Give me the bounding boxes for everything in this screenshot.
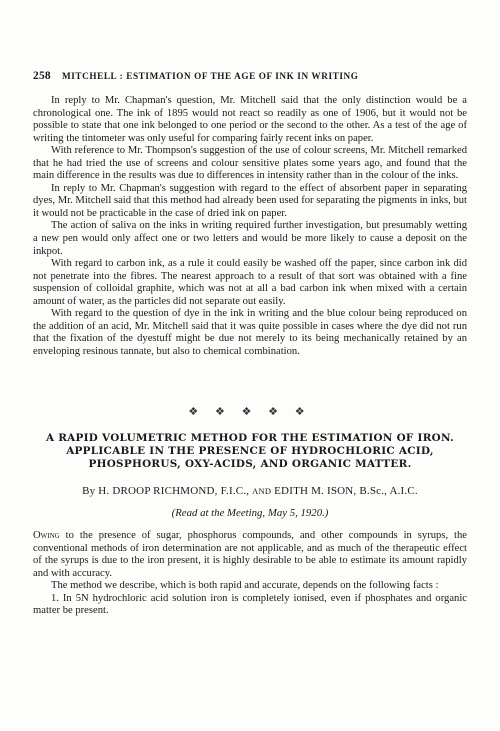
running-title: MITCHELL : ESTIMATION OF THE AGE OF INK IN WRITING <box>61 71 359 81</box>
paragraph: With regard to the question of dye in the ink in writing and the blue colour being reproduced on the addition of an acid, Mr. Mitchell said that it was quite possible in cases where the dye did not run that the fixation of the dyestuff might be due not merely to its being mechanically retained by an enveloping resinous tannate, but also to chemical combination. <box>33 308 467 357</box>
article-authors <box>0 485 500 497</box>
section-separator: ❖ ❖ ❖ ❖ ❖ <box>188 406 312 418</box>
paragraph <box>33 530 467 580</box>
discussion-section <box>33 95 467 358</box>
paragraph: 1. In 5N hydrochloric acid solution iron is completely ionised, even if phosphates and organic matter be present. <box>33 592 467 617</box>
article-body <box>33 530 467 618</box>
paragraph: With regard to carbon ink, as a rule it could easily be washed off the paper, since carbon ink did not penetrate into the fibres. The nearest approach to a result of that sort was obtained with a fine suspension of colloidal graphite, which was not at all a bad carbon ink when mixed with a certain amount of water, as the particles did not separate out easily. <box>33 258 467 307</box>
authors-and: AND <box>252 486 272 496</box>
article-title: A RAPID VOLUMETRIC METHOD FOR THE ESTIMATION OF IRON. APPLICABLE IN THE PRESENCE OF HYDROCHLORIC ACID, PHOSPHORUS, OXY-ACIDS, AND ORGANIC MATTER. <box>45 432 455 470</box>
paragraph: In reply to Mr. Chapman's question, Mr. Mitchell said that the only distinction would be a chronological one. The ink of 1895 would not react so readily as one of 1906, but it would not be possible to state that one ink belonged to one period or the second to the other. As a test of the age of writing the tintometer was only useful for comparing fairly recent inks on paper. <box>33 95 467 144</box>
authors-first: By H. DROOP RICHMOND, F.I.C., <box>82 485 250 497</box>
paragraph: In reply to Mr. Chapman's suggestion with regard to the effect of absorbent paper in separating dyes, Mr. Mitchell said that this method had already been used for separating the pigments in inks, but it would not be practicable in the case of dried ink on paper. <box>33 182 467 219</box>
paragraph: With reference to Mr. Thompson's suggestion of the use of colour screens, Mr. Mitchell remarked that he had tried the use of screens and colour sensitive plates some years ago, and found that the main difference in the results was due to differences in intensity rather than in the colour of the inks. <box>33 145 467 182</box>
first-word: Owing <box>33 530 60 541</box>
page-number: 258 <box>33 70 51 82</box>
read-note-text: (Read at the Meeting, May 5, 1920.) <box>171 507 329 519</box>
running-head <box>33 70 463 82</box>
paragraph: The action of saliva on the inks in writing required further investigation, but presumably wetting a new pen would only affect one or two letters and would be more likely to cause a deposit on the inkpot. <box>33 220 467 257</box>
paragraph-text: to the presence of sugar, phosphorus compounds, and other compounds in syrups, the conventional methods of iron determination are not applicable, and as much of the therapeutic effect of the syrups is due to the iron present, it is highly desirable to be able to estimate its amount rapidly and with accuracy. <box>33 530 467 579</box>
read-note <box>0 507 500 519</box>
paragraph: The method we describe, which is both rapid and accurate, depends on the following facts : <box>51 580 439 592</box>
authors-second: EDITH M. ISON, B.Sc., A.I.C. <box>274 485 418 497</box>
